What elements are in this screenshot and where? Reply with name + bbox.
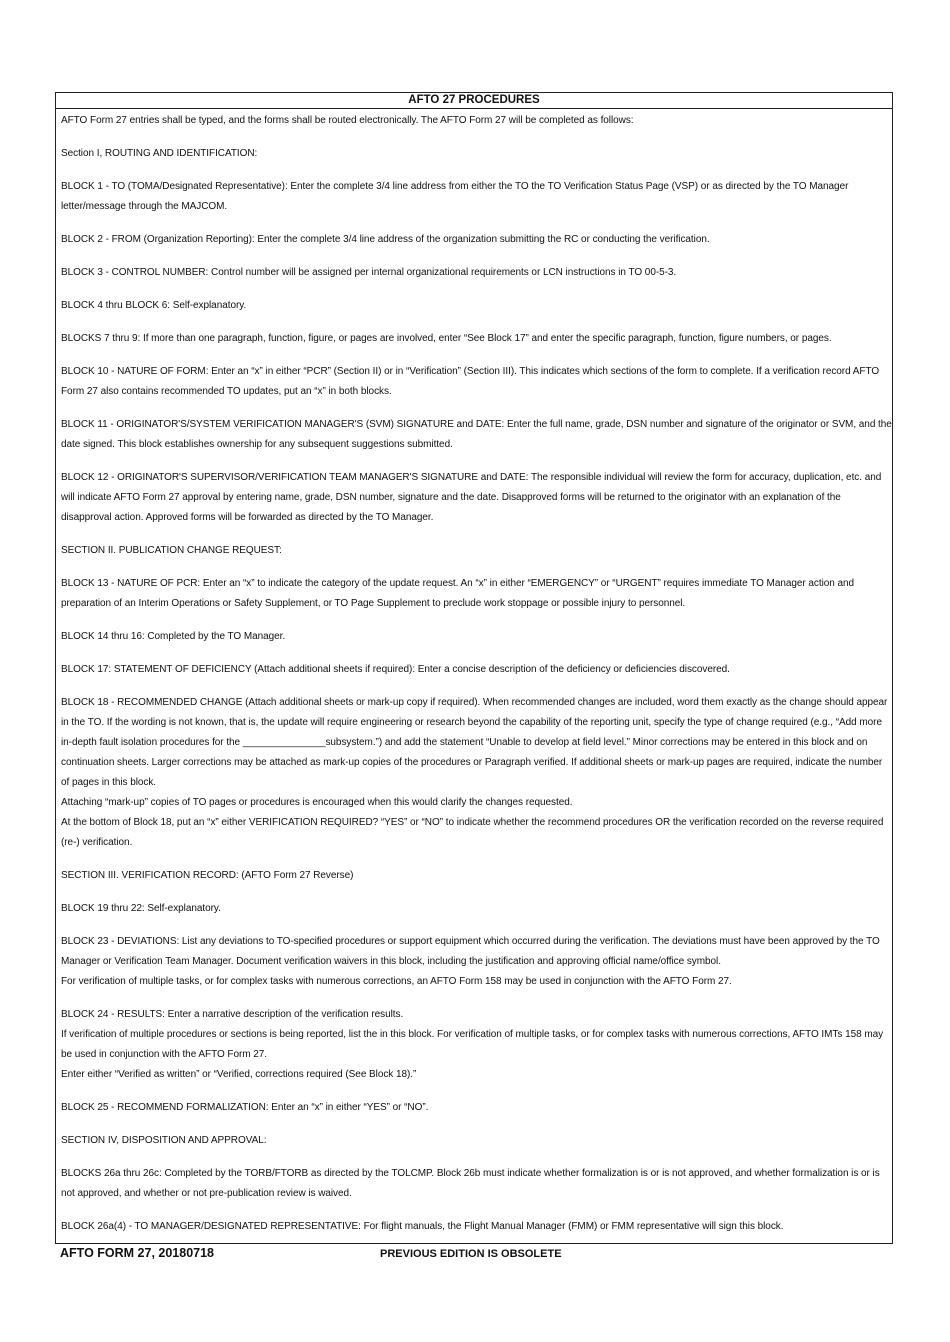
instruction-paragraph [61,415,892,455]
form-title: AFTO 27 PROCEDURES [56,93,892,109]
paragraph-line: BLOCK 3 - CONTROL NUMBER: Control number will be assigned per internal organizational requirements or LCN instructions in TO 00-5-3. [61,267,677,278]
instruction-paragraph [61,177,892,217]
paragraph-line: If verification of multiple procedures or sections is being reported, list the in this block. For verification of multiple tasks, or for complex tasks with numerous corrections, AFTO IMTs 158 may be used in conjunction with the AFTO Form 27. [61,1029,884,1060]
paragraph-line: SECTION III. VERIFICATION RECORD: (AFTO Form 27 Reverse) [61,870,354,881]
paragraph-line: BLOCK 23 - DEVIATIONS: List any deviations to TO-specified procedures or support equipment which occurred during the verification. The deviations must have been approved by the TO Manager or Verification Team Manager. Document verification waivers in this block, including the justification and approving official name/office symbol. [61,936,880,967]
instruction-paragraph [61,263,892,283]
paragraph-line: BLOCK 2 - FROM (Organization Reporting): Enter the complete 3/4 line address of the organization submitting the RC or conducting the verification. [61,234,710,245]
paragraph-line: SECTION IV, DISPOSITION AND APPROVAL: [61,1135,267,1146]
paragraph-line: BLOCK 25 - RECOMMEND FORMALIZATION: Enter an “x” in either “YES” or “NO”. [61,1102,429,1113]
instruction-paragraph [61,230,892,250]
paragraph-line: Enter either “Verified as written” or “Verified, corrections required (See Block 18).” [61,1069,417,1080]
paragraph-line: BLOCK 1 - TO (TOMA/Designated Representative): Enter the complete 3/4 line address from either the TO the TO Verification Status Page (VSP) or as directed by the TO Manager letter/message through the MAJCOM. [61,181,849,212]
paragraph-line: BLOCK 18 - RECOMMENDED CHANGE (Attach additional sheets or mark-up copy if required). When recommended changes are included, word them exactly as the change should appear in the TO. If the wording is not known, that is, the update will require engineering or research beyond the capability of the reporting unit, specify the type of change required (e.g., “Add more in-depth fault isolation procedures for the _______________subsystem.”) and add the statement “Unable to develop at field level.” Minor corrections may be entered in this block and on continuation sheets. Larger corrections may be attached as mark-up copies of the procedures or Paragraph verified. If additional sheets or mark-up pages are required, indicate the number of pages in this block. [61,697,888,788]
instruction-paragraph [61,362,892,402]
paragraph-line: BLOCK 24 - RESULTS: Enter a narrative description of the verification results. [61,1009,404,1020]
paragraph-line: BLOCK 17: STATEMENT OF DEFICIENCY (Attach additional sheets if required): Enter a concise description of the deficiency or deficiencies discovered. [61,664,730,675]
paragraph-line: Attaching “mark-up” copies of TO pages or procedures is encouraged when this would clarify the changes requested. [61,797,573,808]
instruction-paragraph [61,866,892,886]
procedures-form [55,92,893,1244]
edition-note: PREVIOUS EDITION IS OBSOLETE [380,1248,562,1260]
paragraph-line: BLOCK 4 thru BLOCK 6: Self-explanatory. [61,300,247,311]
instruction-paragraph [61,468,892,528]
paragraph-line: BLOCKS 26a thru 26c: Completed by the TORB/FTORB as directed by the TOLCMP. Block 26b must indicate whether formalization is or is not approved, and whether formalization is or is not approved, and whether or not pre-publication review is waived. [61,1168,880,1199]
instruction-paragraph [61,1098,892,1118]
form-id: AFTO FORM 27, 20180718 [60,1246,215,1260]
paragraph-line: BLOCK 26a(4) - TO MANAGER/DESIGNATED REPRESENTATIVE: For flight manuals, the Flight Manual Manager (FMM) or FMM representative will sign this block. [61,1221,784,1232]
paragraph-line: BLOCK 13 - NATURE OF PCR: Enter an “x” to indicate the category of the update request. An “x” in either “EMERGENCY” or “URGENT” requires immediate TO Manager action and preparation of an Interim Operations or Safety Supplement, or TO Page Supplement to preclude work stoppage or possible injury to personnel. [61,578,855,609]
paragraph-line: For verification of multiple tasks, or for complex tasks with numerous corrections, an AFTO Form 158 may be used in conjunction with the AFTO Form 27. [61,976,732,987]
instruction-paragraph [61,296,892,316]
paragraph-line: BLOCK 10 - NATURE OF FORM: Enter an “x” in either “PCR” (Section II) or in “Verification” (Section III). This indicates which sections of the form to complete. If a verification record AFTO Form 27 also contains recommended TO updates, put an “x” in both blocks. [61,366,880,397]
paragraph-line: BLOCKS 7 thru 9: If more than one paragraph, function, figure, or pages are involved, enter “See Block 17” and enter the specific paragraph, function, figure numbers, or pages. [61,333,832,344]
instruction-paragraph [61,111,892,131]
instruction-paragraph [61,329,892,349]
paragraph-line: BLOCK 19 thru 22: Self-explanatory. [61,903,221,914]
instruction-paragraph [61,541,892,561]
instruction-paragraph [61,899,892,919]
instruction-paragraph [61,574,892,614]
instruction-paragraph [61,693,892,853]
instruction-paragraph [61,1131,892,1151]
paragraph-line: BLOCK 12 - ORIGINATOR'S SUPERVISOR/VERIFICATION TEAM MANAGER'S SIGNATURE and DATE: The responsible individual will review the form for accuracy, duplication, etc. and will indicate AFTO Form 27 approval by entering name, grade, DSN number, signature and the date. Disapproved forms will be returned to the originator with an explanation of the disapproval action. Approved forms will be forwarded as directed by the TO Manager. [61,472,882,523]
paragraph-line: AFTO Form 27 entries shall be typed, and the forms shall be routed electronically. The AFTO Form 27 will be completed as follows: [61,115,634,126]
form-content [56,109,892,1237]
instruction-paragraph [61,627,892,647]
instruction-paragraph [61,660,892,680]
instruction-paragraph [61,932,892,992]
instruction-paragraph [61,144,892,164]
instruction-paragraph [61,1005,892,1085]
paragraph-line: BLOCK 11 - ORIGINATOR'S/SYSTEM VERIFICATION MANAGER'S (SVM) SIGNATURE and DATE: Enter the full name, grade, DSN number and signature of the originator or SVM, and the date signed. This block establishes ownership for any subsequent suggestions submitted. [61,419,892,450]
paragraph-line: BLOCK 14 thru 16: Completed by the TO Manager. [61,631,286,642]
instruction-paragraph [61,1217,892,1237]
paragraph-line: At the bottom of Block 18, put an “x” either VERIFICATION REQUIRED? “YES” or “NO” to indicate whether the recommend procedures OR the verification recorded on the reverse required (re-) verification. [61,817,884,848]
paragraph-line: Section I, ROUTING AND IDENTIFICATION: [61,148,258,159]
instruction-paragraph [61,1164,892,1204]
paragraph-line: SECTION II. PUBLICATION CHANGE REQUEST: [61,545,282,556]
